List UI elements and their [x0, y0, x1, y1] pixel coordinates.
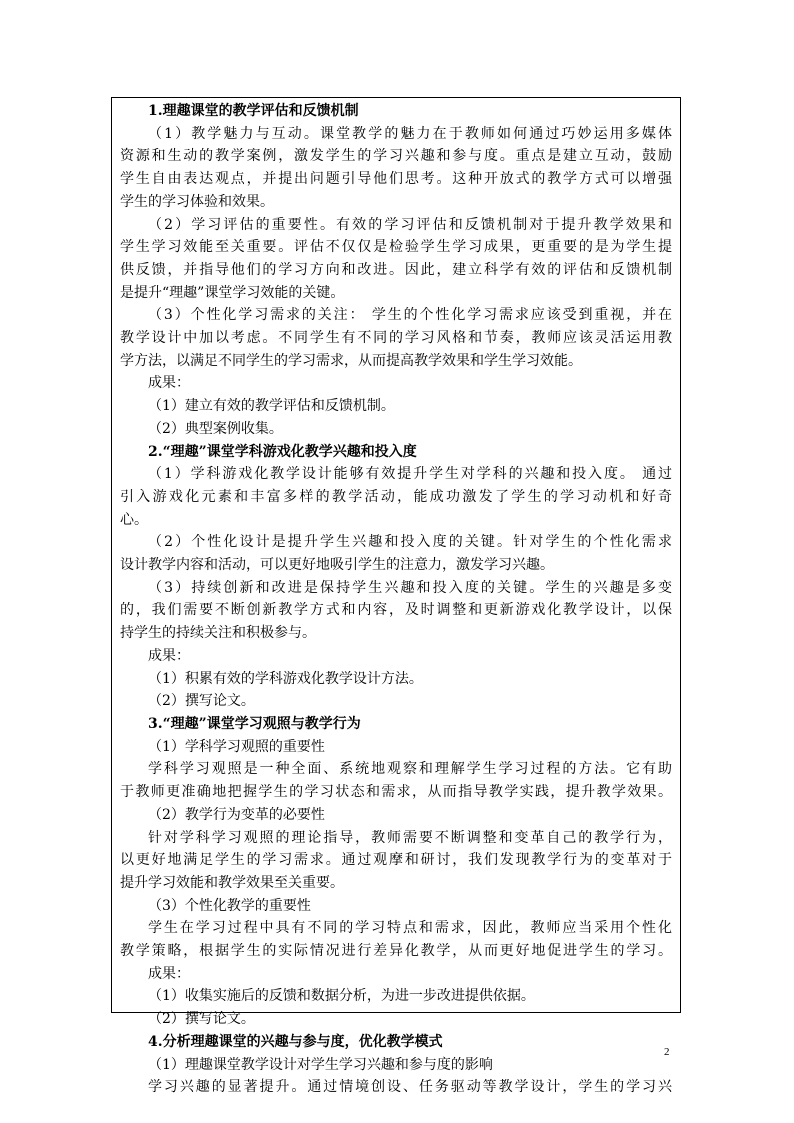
text-line: 学方法，以满足不同学生的学习需求，从而提高教学效果和学生学习效能。 — [120, 352, 582, 369]
text-line: （1）积累有效的学科游戏化教学设计方法。 — [148, 670, 423, 687]
text-line: 成果： — [148, 965, 190, 982]
section-heading: 1.理趣课堂的教学评估和反馈机制 — [148, 103, 359, 119]
text-line: （2）教学行为变革的必要性 — [148, 806, 325, 823]
text-line: 心。 — [120, 511, 148, 528]
text-line: （1）建立有效的教学评估和反馈机制。 — [148, 398, 395, 415]
text-line: （2）撰写论文。 — [148, 693, 255, 710]
text-line: 成果： — [148, 647, 190, 664]
text-line: （3）持续创新和改进是保持学生兴趣和投入度的关键。学生的兴趣是多变 — [148, 579, 672, 596]
text-line: 的，我们需要不断创新教学方式和内容，及时调整和更新游戏化教学设计，以保 — [120, 602, 672, 619]
content-frame — [111, 97, 681, 1096]
text-line: （2）典型案例收集。 — [148, 420, 283, 437]
text-line: 学生学习效能至关重要。评估不仅仅是检验学生学习成果，更重要的是为学生提 — [120, 239, 672, 256]
text-line: 以更好地满足学生的学习需求。通过观摩和研讨，我们发现教学行为的变革对于 — [120, 852, 672, 869]
text-line: 教学设计中加以考虑。不同学生有不同的学习风格和节奏，教师应该灵活运用教 — [120, 330, 672, 347]
text-line: （2）个性化设计是提升学生兴趣和投入度的关键。针对学生的个性化需求 — [148, 534, 672, 551]
text-line: 针对学科学习观照的理论指导，教师需要不断调整和变革自己的教学行为， — [148, 829, 672, 846]
text-line: 教学策略，根据学生的实际情况进行差异化教学，从而更好地促进学生的学习。 — [120, 943, 672, 960]
text-line: 学习兴趣的显著提升。通过情境创设、任务驱动等教学设计，学生的学习兴 — [148, 1079, 672, 1096]
text-line: 成果： — [148, 375, 190, 392]
text-line: 资源和生动的教学案例，激发学生的学习兴趣和参与度。重点是建立互动，鼓励 — [120, 148, 672, 165]
text-line: （1）学科学习观照的重要性 — [148, 738, 325, 755]
text-line: （1）理趣课堂教学设计对学生学习兴趣和参与度的影响 — [148, 1056, 493, 1073]
text-line: （3）个性化教学的重要性 — [148, 897, 311, 914]
text-line: （2）学习评估的重要性。有效的学习评估和反馈机制对于提升教学效果和 — [148, 216, 672, 233]
text-line: 学生在学习过程中具有不同的学习特点和需求，因此，教师应当采用个性化 — [148, 920, 672, 937]
text-line: 学科学习观照是一种全面、系统地观察和理解学生学习过程的方法。它有助 — [148, 761, 672, 778]
section-heading: 2.“理趣”课堂学科游戏化教学兴趣和投入度 — [148, 443, 417, 460]
text-line: 学生的学习体验和效果。 — [120, 193, 274, 210]
text-line: 学生自由表达观点，并提出问题引导他们思考。这种开放式的教学方式可以增强 — [120, 171, 672, 188]
text-line: 设计教学内容和活动，可以更好地吸引学生的注意力，激发学习兴趣。 — [120, 557, 554, 574]
text-line: 于教师更准确地把握学生的学习状态和需求，从而指导教学实践，提升教学效果。 — [120, 784, 672, 801]
page-number: 2 — [664, 1046, 670, 1058]
text-line: （2）撰写论文。 — [148, 1011, 255, 1028]
text-line: （1）学科游戏化教学设计能够有效提升学生对学科的兴趣和投入度。 通过 — [148, 466, 672, 483]
text-line: 持学生的持续关注和积极参与。 — [120, 625, 316, 642]
section-heading: 4.分析理趣课堂的兴趣与参与度，优化教学模式 — [148, 1033, 443, 1050]
text-line: （1）教学魅力与互动。课堂教学的魅力在于教师如何通过巧妙运用多媒体 — [148, 125, 672, 142]
text-line: 提升学习效能和教学效果至关重要。 — [120, 874, 344, 891]
text-line: （1）收集实施后的反馈和数据分析，为进一步改进提供依据。 — [148, 988, 535, 1005]
text-line: 是提升“理趣”课堂学习效能的关键。 — [120, 284, 345, 301]
text-line: 供反馈，并指导他们的学习方向和改进。因此，建立科学有效的评估和反馈机制 — [120, 261, 672, 278]
text-line: 引入游戏化元素和丰富多样的教学活动，能成功激发了学生的学习动机和好奇 — [120, 488, 672, 505]
section-heading: 3.“理趣”课堂学习观照与教学行为 — [148, 715, 361, 732]
text-line: （3）个性化学习需求的关注： 学生的个性化学习需求应该受到重视，并在 — [148, 307, 672, 324]
